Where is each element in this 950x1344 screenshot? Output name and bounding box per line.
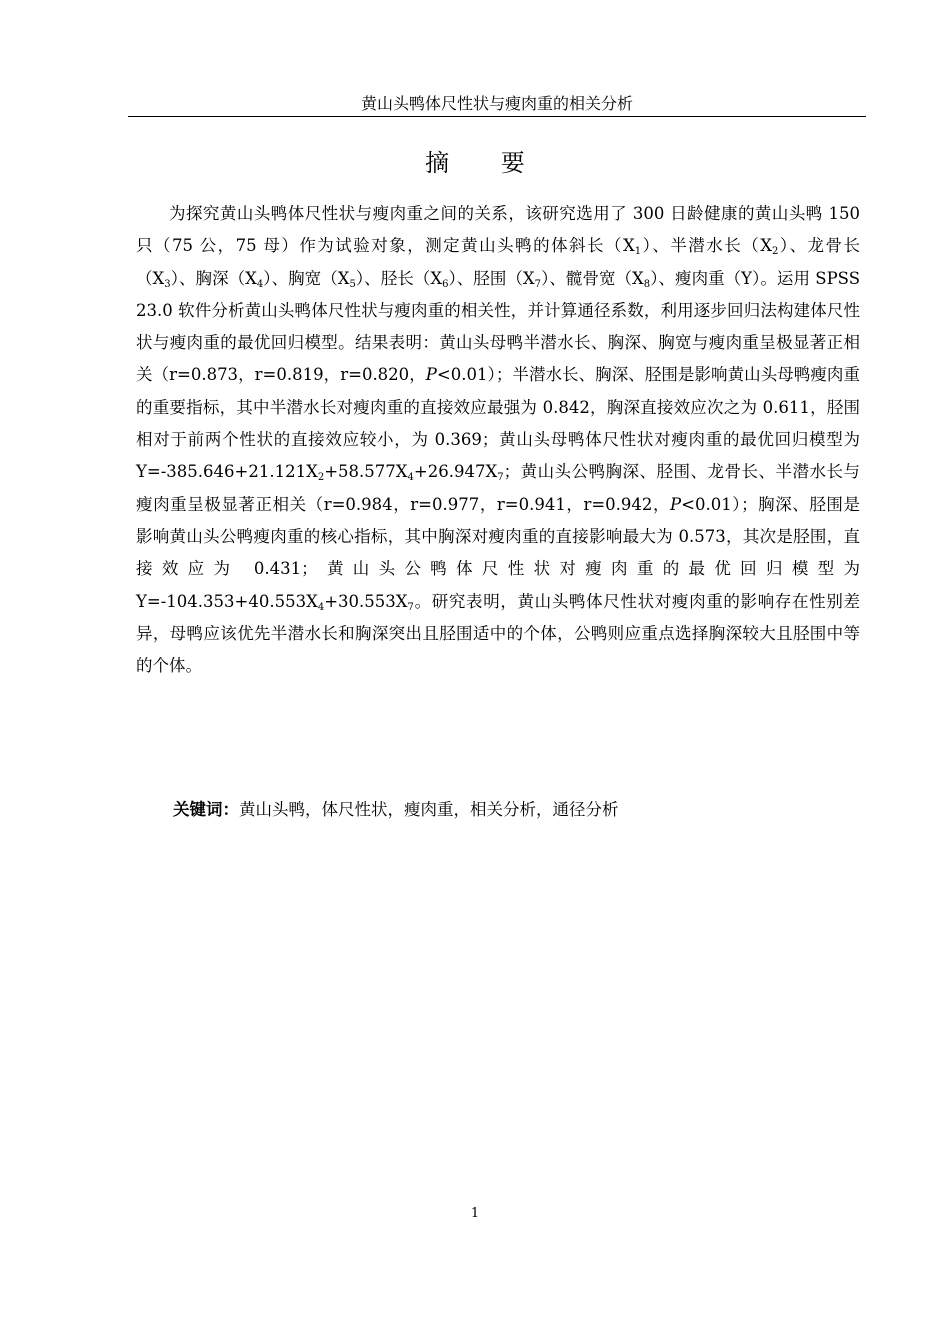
subscript: 1 [634,246,642,258]
subscript: 3 [164,278,171,290]
subscript: 8 [643,278,651,290]
abstract-text: ）、半潜水长（X [641,236,772,256]
subscript: 2 [317,472,325,484]
abstract-text: <0.01）；胸深、胫围是影响黄山头公鸭瘦肉重的核心指标，其中胸深对瘦肉重的直接影响最大为 0.573，其次是胫围，直接效应为 0.431；黄山头公鸭体尺性状对瘦肉重的最优回归模型为 Y=-104.353+40.553X [136,494,860,611]
abstract-body [136,198,860,682]
subscript: 4 [256,278,264,290]
abstract-title: 摘 要 [425,149,547,177]
abstract-text: +58.577X [324,462,408,482]
abstract-text: ；黄山头公鸭胸深、胫围、龙骨长、半潜水长与瘦肉重呈极显著正相关（r=0.984，r=0.977，r=0.941，r=0.942， [136,462,860,514]
abstract-text: ）、胸深（X [170,268,257,288]
keywords-text: 黄山头鸭，体尺性状，瘦肉重，相关分析，通径分析 [239,800,619,819]
page-number: 1 [470,1206,480,1221]
keywords-label: 关键词： [173,800,239,819]
subscript: 2 [771,246,779,258]
keywords [173,796,863,824]
subscript: 6 [442,278,449,290]
p-value-symbol: P [670,494,682,514]
abstract-text: +30.553X [324,591,408,611]
subscript: 5 [349,278,356,290]
abstract-text: +26.947X [413,462,498,482]
subscript: 4 [407,472,414,484]
abstract-text: 。研究表明，黄山头鸭体尺性状对瘦肉重的影响存在性别差异，母鸭应该优先半潜水长和胸深突出且胫围适中的个体，公鸭则应重点选择胸深较大且胫围中等的个体。 [136,591,860,676]
subscript: 7 [497,472,504,484]
abstract-text: ）、龙骨长（X [136,236,861,288]
abstract-text: 为探究黄山头鸭体尺性状与瘦肉重之间的关系，该研究选用了 300 日龄健康的黄山头鸭 150 只（75 公，75 母）作为试验对象，测定黄山头鸭的体斜长（X [136,204,860,256]
subscript: 7 [407,601,414,613]
abstract-text: ）、胸宽（X [263,268,350,288]
running-header: 黄山头鸭体尺性状与瘦肉重的相关分析 [128,92,866,117]
abstract-text: ）、胫长（X [355,268,443,288]
abstract-text: ）、髋骨宽（X [541,268,644,288]
subscript: 4 [317,601,325,613]
abstract-text: ）、瘦肉重（Y）。运用 SPSS 23.0 软件分析黄山头鸭体尺性状与瘦肉重的相关性，并计算通径系数，利用逐步回归法构建体尺性状与瘦肉重的最优回归模型。结果表明：黄山头母鸭半潜水长、胸深、胸宽与瘦肉重呈极显著正相关（r=0.873，r=0.819，r=0.820， [136,268,861,385]
abstract-text: ）、胫围（X [448,268,535,288]
subscript: 7 [534,278,542,290]
abstract-text: <0.01）；半潜水长、胸深、胫围是影响黄山头母鸭瘦肉重的重要指标，其中半潜水长对瘦肉重的直接效应最强为 0.842，胸深直接效应次之为 0.611，胫围相对于前两个性状的直接效应较小，为 0.369；黄山头母鸭体尺性状对瘦肉重的最优回归模型为 Y=-385.646+21.121X [136,365,860,482]
p-value-symbol: P [425,365,437,385]
